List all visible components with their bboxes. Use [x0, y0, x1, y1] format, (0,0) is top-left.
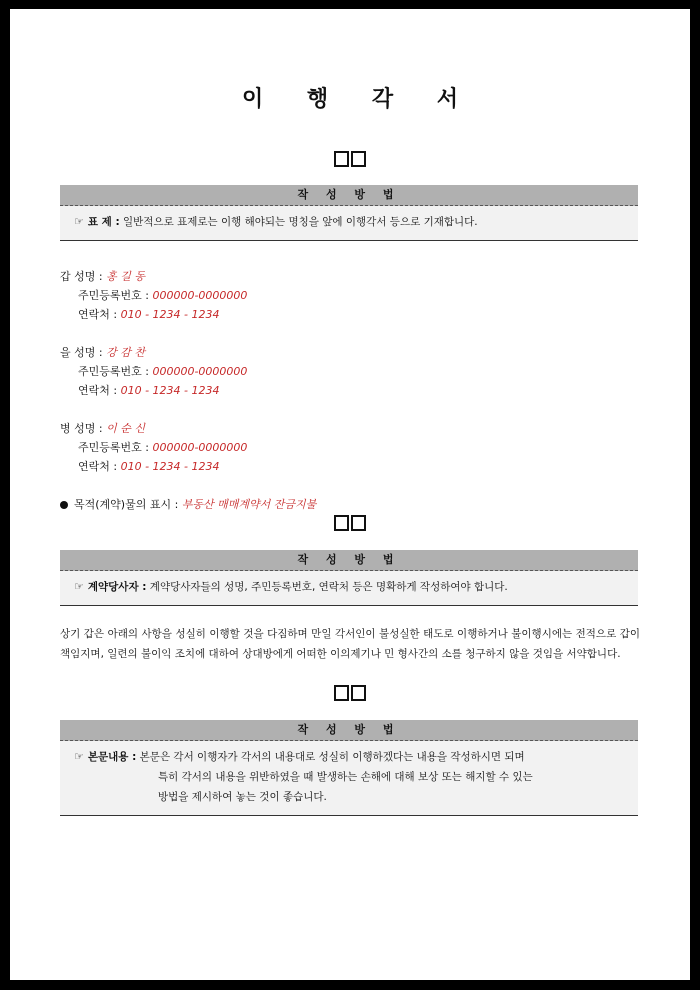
- purpose-line: 목적(계약)물의 표시 : 부동산 매매계약서 잔금지불: [60, 496, 316, 512]
- pointing-hand-icon: ☞: [74, 215, 84, 228]
- writing-guide-box: [60, 720, 638, 816]
- guide-label: 본문내용 :: [87, 751, 137, 763]
- guide-label: 계약당사자 :: [87, 581, 147, 593]
- party-eul-id: 주민등록번호 : 000000-0000000: [78, 365, 248, 378]
- writing-guide-box: [60, 550, 638, 606]
- bullet-icon: [60, 501, 68, 509]
- party-byeong-name: 병 성명 : 이 순 신: [60, 422, 145, 435]
- pointing-hand-icon: ☞: [74, 750, 84, 763]
- placeholder-boxes: [10, 685, 690, 706]
- guide-header: 작 성 방 법: [60, 185, 638, 206]
- body-paragraph: 상기 갑은 아래의 사항을 성실히 이행할 것을 다짐하며 만일 각서인이 불성실한 태도로 이행하거나 불이행시에는 전적으로 갑이 책임지며, 일련의 불이익 조치에 대하여 상대방에게 어떠한 이의제기나 민 형사간의 소를 청구하지 않을 것임을 서약합니다.: [60, 628, 640, 660]
- guide-text: 일반적으로 표제로는 이행 해야되는 명칭을 앞에 이행각서 등으로 기재합니다.: [123, 216, 478, 228]
- guide-text: 계약당사자들의 성명, 주민등록번호, 연락처 등은 명확하게 작성하여야 합니다.: [149, 581, 508, 593]
- placeholder-boxes: [10, 515, 690, 536]
- guide-body: [60, 206, 638, 240]
- guide-text-line-2: 특히 각서의 내용을 위반하였을 때 발생하는 손해에 대해 보상 또는 해지할 수 있는: [158, 771, 533, 783]
- guide-text-line-3: 방법을 제시하여 놓는 것이 좋습니다.: [158, 791, 327, 803]
- document-title: 이 행 각 서: [242, 87, 476, 112]
- party-gap-phone: 연락처 : 010 - 1234 - 1234: [78, 308, 220, 321]
- document-page: [10, 9, 690, 980]
- guide-body: [60, 741, 638, 815]
- guide-header: 작 성 방 법: [60, 550, 638, 571]
- party-gap-name: 갑 성명 : 홍 길 동: [60, 270, 145, 283]
- party-eul-name: 을 성명 : 강 감 찬: [60, 346, 145, 359]
- party-byeong-phone: 연락처 : 010 - 1234 - 1234: [78, 460, 220, 473]
- party-eul-phone: 연락처 : 010 - 1234 - 1234: [78, 384, 220, 397]
- party-gap-id: 주민등록번호 : 000000-0000000: [78, 289, 248, 302]
- pointing-hand-icon: ☞: [74, 580, 84, 593]
- guide-text: 본문은 각서 이행자가 각서의 내용대로 성실히 이행하겠다는 내용을 작성하시면 되며: [139, 751, 525, 763]
- guide-body: [60, 571, 638, 605]
- guide-header: 작 성 방 법: [60, 720, 638, 741]
- placeholder-boxes: [10, 151, 690, 172]
- writing-guide-box: [60, 185, 638, 241]
- party-byeong-id: 주민등록번호 : 000000-0000000: [78, 441, 248, 454]
- guide-label: 표 제 :: [87, 216, 120, 228]
